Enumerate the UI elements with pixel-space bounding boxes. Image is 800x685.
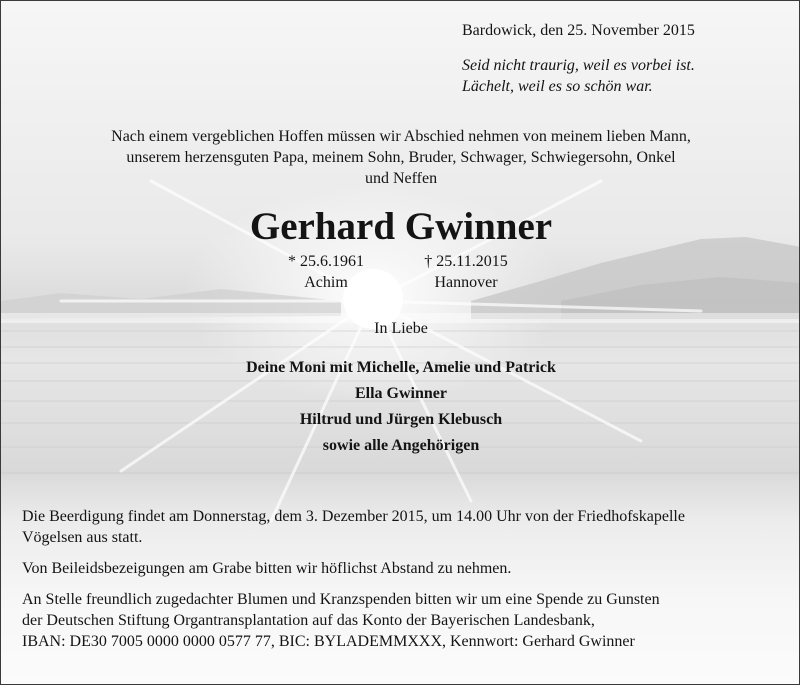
funeral-line-1: Die Beerdigung findet am Donnerstag, dem 3. Dezember 2015, um 14.00 Uhr von der Friedhofskapelle: [22, 508, 685, 525]
intro-line-3: und Neffen: [364, 170, 438, 187]
intro-line-1: Nach einem vergeblichen Hoffen müssen wir Abschied nehmen von meinem lieben Mann,: [111, 128, 691, 145]
mourner-line: Ella Gwinner: [354, 385, 447, 402]
mourner-line: Hiltrud und Jürgen Klebusch: [299, 411, 503, 428]
mourner-line: Deine Moni mit Michelle, Amelie und Patrick: [246, 359, 556, 376]
intro-line-2: unserem herzensguten Papa, meinem Sohn, Bruder, Schwager, Schwiegersohn, Onkel: [126, 149, 676, 166]
verse-line-2: Lächelt, weil es so schön war.: [462, 78, 653, 95]
deceased-name: Gerhard Gwinner: [249, 205, 553, 248]
verse-line-1: Seid nicht traurig, weil es vorbei ist.: [462, 57, 695, 74]
donation-line-1: An Stelle freundlich zugedachter Blumen und Kranzspenden bitten wir um eine Spende zu Gunsten: [22, 591, 660, 608]
birth-date: * 25.6.1961: [288, 253, 364, 270]
donation-line-3: IBAN: DE30 7005 0000 0000 0577 77, BIC: BYLADEMMXXX, Kennwort: Gerhard Gwinner: [22, 633, 635, 650]
funeral-line-2: Vögelsen aus statt.: [22, 529, 143, 546]
birth-place: Achim: [304, 274, 348, 291]
condolence-note: Von Beileidsbezeigungen am Grabe bitten wir höflichst Abstand zu nehmen.: [22, 560, 512, 577]
mourner-line: sowie alle Angehörigen: [322, 437, 480, 454]
place-date: Bardowick, den 25. November 2015: [462, 22, 695, 39]
death-place: Hannover: [434, 274, 498, 291]
notice-text: [1, 1, 800, 685]
donation-line-2: der Deutschen Stiftung Organtransplantation auf das Konto der Bayerischen Landesbank,: [22, 612, 595, 629]
death-date: † 25.11.2015: [424, 253, 508, 270]
mourners-heading: In Liebe: [374, 320, 428, 337]
